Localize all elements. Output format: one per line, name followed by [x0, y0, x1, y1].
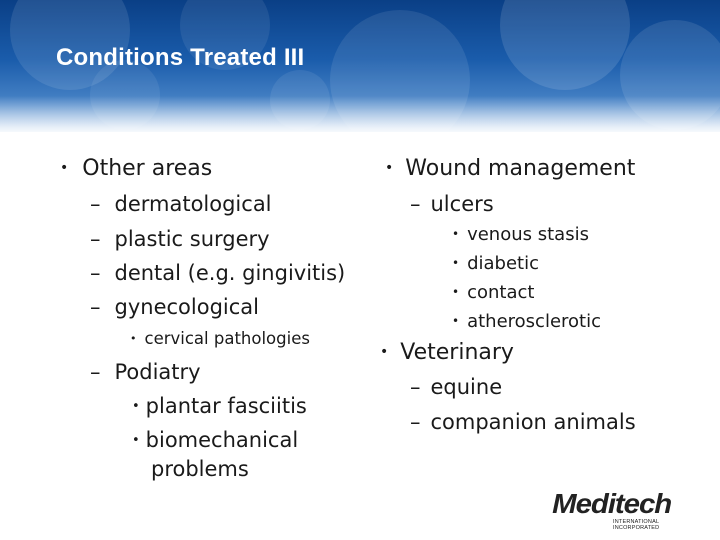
sub-sub-item-label: contact — [467, 282, 535, 303]
sub-item — [410, 410, 636, 434]
sub-item — [90, 192, 272, 216]
sub-item-podiatry — [90, 360, 201, 384]
sub-item — [410, 375, 502, 399]
veterinary-label: Veterinary — [400, 340, 514, 365]
sub-sub-item-label: cervical pathologies — [144, 329, 310, 348]
sub-item-label: dermatological — [114, 192, 272, 216]
wound-management-label: Wound management — [405, 156, 636, 181]
sub-sub-item-label: plantar fasciitis — [145, 394, 307, 418]
sub-item-label: companion animals — [430, 410, 636, 434]
slide-title: Conditions Treated III — [56, 44, 305, 71]
logo-wordmark: Meditech — [552, 488, 672, 519]
sub-sub-item — [132, 394, 307, 418]
logo-tagline: INTERNATIONAL INCORPORATED — [613, 519, 660, 531]
bullet-glyph: • — [132, 433, 140, 448]
sub-sub-item-label: diabetic — [467, 253, 539, 274]
bullet-glyph: • — [132, 399, 140, 414]
sub-item-label: dental (e.g. gingivitis) — [114, 261, 346, 285]
banner-fade — [0, 96, 720, 132]
dash-glyph: – — [90, 295, 101, 319]
sub-sub-item — [452, 311, 601, 332]
sub-sub-item — [130, 329, 310, 348]
sub-sub-item — [452, 224, 589, 245]
sub-item — [90, 227, 270, 251]
dash-glyph: – — [410, 375, 421, 399]
bullet-other-areas — [60, 156, 212, 181]
bullet-veterinary — [380, 340, 514, 365]
sub-sub-item — [452, 282, 534, 303]
dash-glyph: – — [410, 410, 421, 434]
sub-sub-item-label: atherosclerotic — [467, 311, 601, 332]
sub-sub-item-label: problems — [151, 457, 249, 481]
bullet-glyph: • — [452, 256, 460, 270]
sub-sub-item-continued — [151, 457, 249, 481]
bullet-glyph: • — [385, 160, 394, 176]
banner-decor-bubble — [500, 0, 630, 90]
sub-item — [410, 192, 494, 216]
sub-item-label: ulcers — [430, 192, 494, 216]
title-banner — [0, 0, 720, 132]
podiatry-label: Podiatry — [114, 360, 201, 384]
sub-item-label: equine — [430, 375, 503, 399]
sub-item-label: plastic surgery — [114, 227, 270, 251]
dash-glyph: – — [410, 192, 421, 216]
bullet-glyph: • — [452, 314, 460, 328]
sub-item — [90, 295, 259, 319]
bullet-glyph: • — [452, 285, 460, 299]
bullet-glyph: • — [380, 344, 389, 360]
sub-item — [90, 261, 345, 285]
sub-sub-item — [452, 253, 539, 274]
sub-item-label: gynecological — [114, 295, 259, 319]
sub-sub-item — [132, 428, 298, 452]
sub-sub-item-label: venous stasis — [467, 224, 589, 245]
meditech-logo — [552, 488, 705, 531]
sub-sub-item-label: biomechanical — [145, 428, 299, 452]
bullet-wound-management — [385, 156, 635, 181]
other-areas-label: Other areas — [82, 156, 213, 181]
bullet-glyph: • — [452, 227, 460, 241]
dash-glyph: – — [90, 360, 101, 384]
dash-glyph: – — [90, 192, 101, 216]
bullet-glyph: • — [60, 160, 69, 176]
dash-glyph: – — [90, 261, 101, 285]
dash-glyph: – — [90, 227, 101, 251]
bullet-glyph: • — [130, 332, 137, 345]
